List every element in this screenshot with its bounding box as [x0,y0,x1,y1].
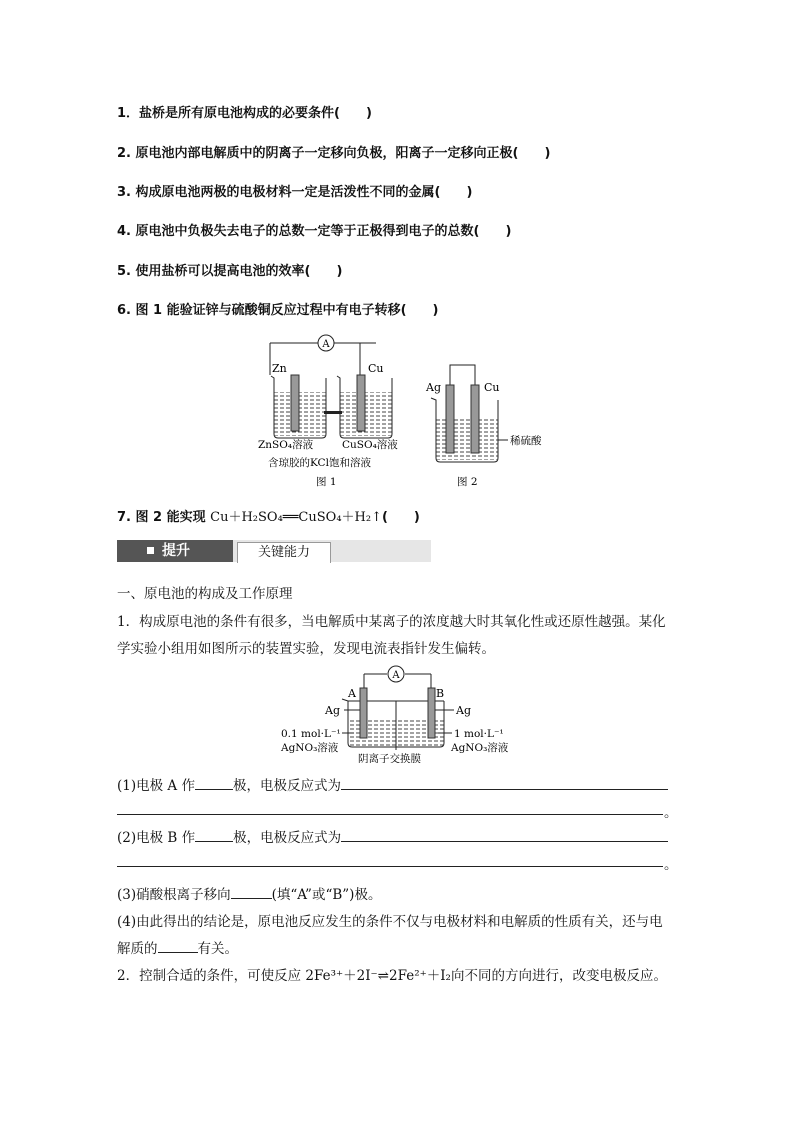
fig3-ag-left: Ag [325,704,340,717]
sub1-pre: (1)电极 A 作 [117,778,195,794]
fig1-right-liquid [340,392,392,436]
sub2-blank-equation[interactable] [341,827,668,842]
question-6: 6. 图 1 能验证锌与硫酸铜反应过程中有电子转移( ) [117,303,439,318]
sub2-blank-line-2[interactable] [117,866,663,867]
ammeter-1-label: A [322,339,330,350]
fig3-sol-left: AgNO₃溶液 [281,742,339,754]
electrode-a [360,688,367,738]
zn-electrode [291,375,299,431]
section-banner [117,540,431,562]
fig1-caption: 图 1 [316,476,337,488]
electrode-b [428,688,435,738]
question-2: 2. 原电池内部电解质中的阴离子一定移向负极，阳离子一定移向正极( ) [117,146,551,161]
subquestion-2 [117,826,668,846]
fig3-ag-right: Ag [456,704,471,717]
sub1-blank-line-2[interactable] [117,814,663,815]
question-1: 1．盐桥是所有原电池构成的必要条件( ) [117,106,372,121]
problem-1-line-2: 学实验小组用如图所示的装置实验，发现电流表指针发生偏转。 [117,641,495,657]
question-7 [117,506,420,525]
fig2-left-electrode: Ag [426,381,441,394]
fig2-caption: 图 2 [457,476,478,488]
fig3-conc-left: 0.1 mol·L⁻¹ [281,728,341,740]
question-7-suffix: ( ) [381,510,420,525]
electrode-a-label: A [348,687,356,700]
fig2-liquid [436,418,498,460]
subquestion-1 [117,774,668,794]
sub4-pre: 解质的 [117,941,158,957]
fig1-right-solution: CuSO₄溶液 [342,439,398,451]
figure-1-2 [250,330,550,490]
ag-electrode [446,385,454,453]
fig2-solution: 稀硫酸 [510,435,542,447]
subquestion-3 [117,883,381,903]
question-5: 5. 使用盐桥可以提高电池的效率( ) [117,264,343,279]
fig2-right-electrode: Cu [484,381,500,394]
subquestion-4-line-2 [117,937,238,957]
banner-left-label: 提升 [162,543,190,559]
fig1-bridge-label: 含琼胶的KCl饱和溶液 [268,457,371,469]
sub2-mid: 极，电极反应式为 [233,830,342,846]
sub1-end-mark: 。 [664,805,678,821]
question-3: 3. 构成原电池两极的电极材料一定是活泼性不同的金属( ) [117,185,473,200]
sub1-blank-pole[interactable] [195,775,233,790]
sub2-blank-pole[interactable] [195,827,233,842]
electrode-b-label: B [436,687,445,700]
sub4-blank[interactable] [158,938,198,953]
sub3-blank[interactable] [231,884,272,899]
fig1-left-electrode: Zn [272,362,287,375]
ammeter-3-label: A [392,670,400,681]
sub2-end-mark: 。 [664,857,678,873]
cu-electrode-2 [471,385,479,453]
cu-electrode [357,375,365,431]
fig3-conc-right: 1 mol·L⁻¹ [454,728,504,740]
problem-1-line-1: 1．构成原电池的条件有很多，当电解质中某离子的浓度越大时其氧化性或还原性越强。某化 [117,614,666,630]
banner-tab: 关键能力 [237,542,331,563]
question-7-prefix: 7. 图 2 能实现 [117,510,211,525]
sub1-blank-equation[interactable] [341,775,668,790]
figure-3 [278,663,528,763]
sub2-pre: (2)电极 B 作 [117,830,196,846]
fig3-membrane-label: 阴离子交换膜 [358,753,421,763]
sub3-post: (填“A”或“B”)极。 [271,887,382,903]
question-4: 4. 原电池中负极失去电子的总数一定等于正极得到电子的总数( ) [117,224,512,239]
sub1-mid: 极，电极反应式为 [232,778,341,794]
sub4-post: 有关。 [197,941,238,957]
question-7-formula: Cu＋H₂SO₄══CuSO₄＋H₂↑ [210,510,382,525]
square-icon [147,547,154,554]
fig1-left-liquid [274,392,326,436]
banner-left [117,540,233,562]
section-title: 一、原电池的构成及工作原理 [117,586,293,602]
fig1-left-solution: ZnSO₄溶液 [258,439,314,451]
problem-2: 2．控制合适的条件，可使反应 2Fe³⁺＋2I⁻⇌2Fe²⁺＋I₂向不同的方向进行，改变电极反应。 [117,968,667,984]
subquestion-4-line-1: (4)由此得出的结论是，原电池反应发生的条件不仅与电极材料和电解质的性质有关，还与电 [117,914,663,930]
fig1-right-electrode: Cu [368,362,384,375]
fig3-sol-right: AgNO₃溶液 [451,742,509,754]
sub3-pre: (3)硝酸根离子移向 [117,887,231,903]
salt-bridge [324,411,342,414]
